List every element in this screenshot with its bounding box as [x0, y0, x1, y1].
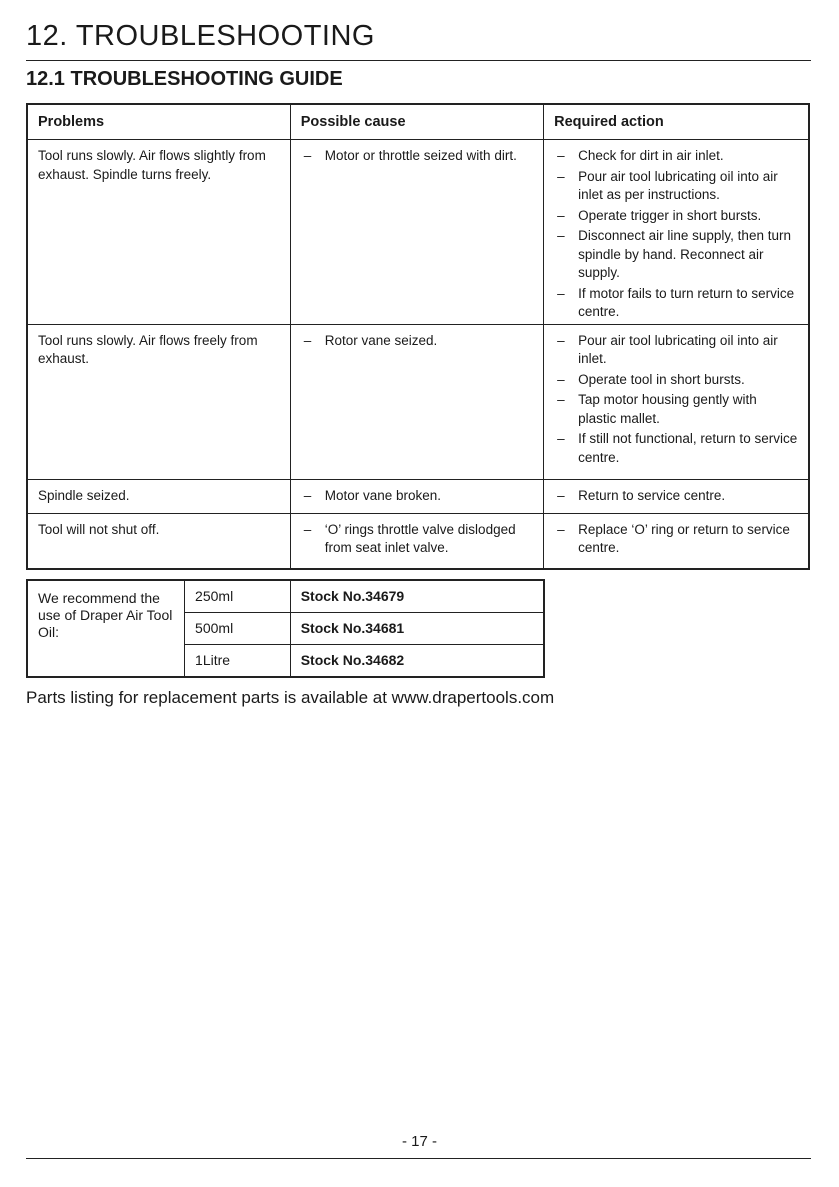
parts-listing-note: Parts listing for replacement parts is available at www.drapertools.com: [26, 688, 555, 707]
section-title: 12.1 TROUBLESHOOTING GUIDE: [26, 68, 343, 90]
oil-size: 500ml: [185, 613, 291, 645]
table-row: [27, 324, 809, 479]
cause-item: – ‘O’ rings throttle valve dislodged from seat inlet valve.: [301, 521, 533, 558]
oil-size: 1Litre: [185, 645, 291, 678]
action-cell: [544, 513, 809, 569]
page-number: - 17 -: [401, 1133, 437, 1150]
action-item: – Tap motor housing gently with plastic mallet.: [554, 391, 798, 428]
cause-cell: [290, 479, 543, 513]
oil-recommendation-table: [26, 579, 545, 678]
action-item: – Replace ‘O’ ring or return to service centre.: [554, 521, 798, 558]
table-row: [27, 580, 544, 613]
cause-cell: [290, 513, 543, 569]
oil-stock-number: Stock No.34679: [290, 580, 544, 613]
table-row: [27, 513, 809, 569]
action-item: – Pour air tool lubricating oil into air inlet.: [554, 332, 798, 369]
action-cell: [544, 324, 809, 479]
action-item: – Disconnect air line supply, then turn spindle by hand. Reconnect air supply.: [554, 227, 798, 283]
oil-recommendation-text: We recommend the use of Draper Air Tool Oil:: [27, 580, 185, 677]
problem-cell: Tool runs slowly. Air flows freely from exhaust.: [27, 324, 290, 479]
title-divider: [26, 60, 811, 61]
action-item: – Return to service centre.: [554, 487, 798, 506]
cause-item: – Motor vane broken.: [301, 487, 533, 506]
action-cell: [544, 479, 809, 513]
action-item: – Operate tool in short bursts.: [554, 371, 798, 390]
action-item: – If motor fails to turn return to service centre.: [554, 285, 798, 322]
cause-item: – Rotor vane seized.: [301, 332, 533, 351]
cause-item: – Motor or throttle seized with dirt.: [301, 147, 533, 166]
oil-stock-number: Stock No.34681: [290, 613, 544, 645]
action-item: – Operate trigger in short bursts.: [554, 207, 798, 226]
table-row: [27, 140, 809, 325]
page-title: 12. TROUBLESHOOTING: [26, 20, 375, 52]
problem-cell: Tool will not shut off.: [27, 513, 290, 569]
oil-size: 250ml: [185, 580, 291, 613]
problem-cell: Tool runs slowly. Air flows slightly from exhaust. Spindle turns freely.: [27, 140, 290, 325]
action-item: – If still not functional, return to service centre.: [554, 430, 798, 467]
table-header-row: [27, 104, 809, 140]
table-row: [27, 479, 809, 513]
action-item: – Pour air tool lubricating oil into air inlet as per instructions.: [554, 168, 798, 205]
action-cell: [544, 140, 809, 325]
troubleshooting-table: [26, 103, 810, 570]
action-item: – Check for dirt in air inlet.: [554, 147, 798, 166]
cause-cell: [290, 140, 543, 325]
header-required-action: Required action: [544, 104, 809, 140]
header-problems: Problems: [27, 104, 290, 140]
problem-cell: Spindle seized.: [27, 479, 290, 513]
footer-divider: [26, 1158, 811, 1159]
oil-stock-number: Stock No.34682: [290, 645, 544, 678]
header-possible-cause: Possible cause: [290, 104, 543, 140]
cause-cell: [290, 324, 543, 479]
